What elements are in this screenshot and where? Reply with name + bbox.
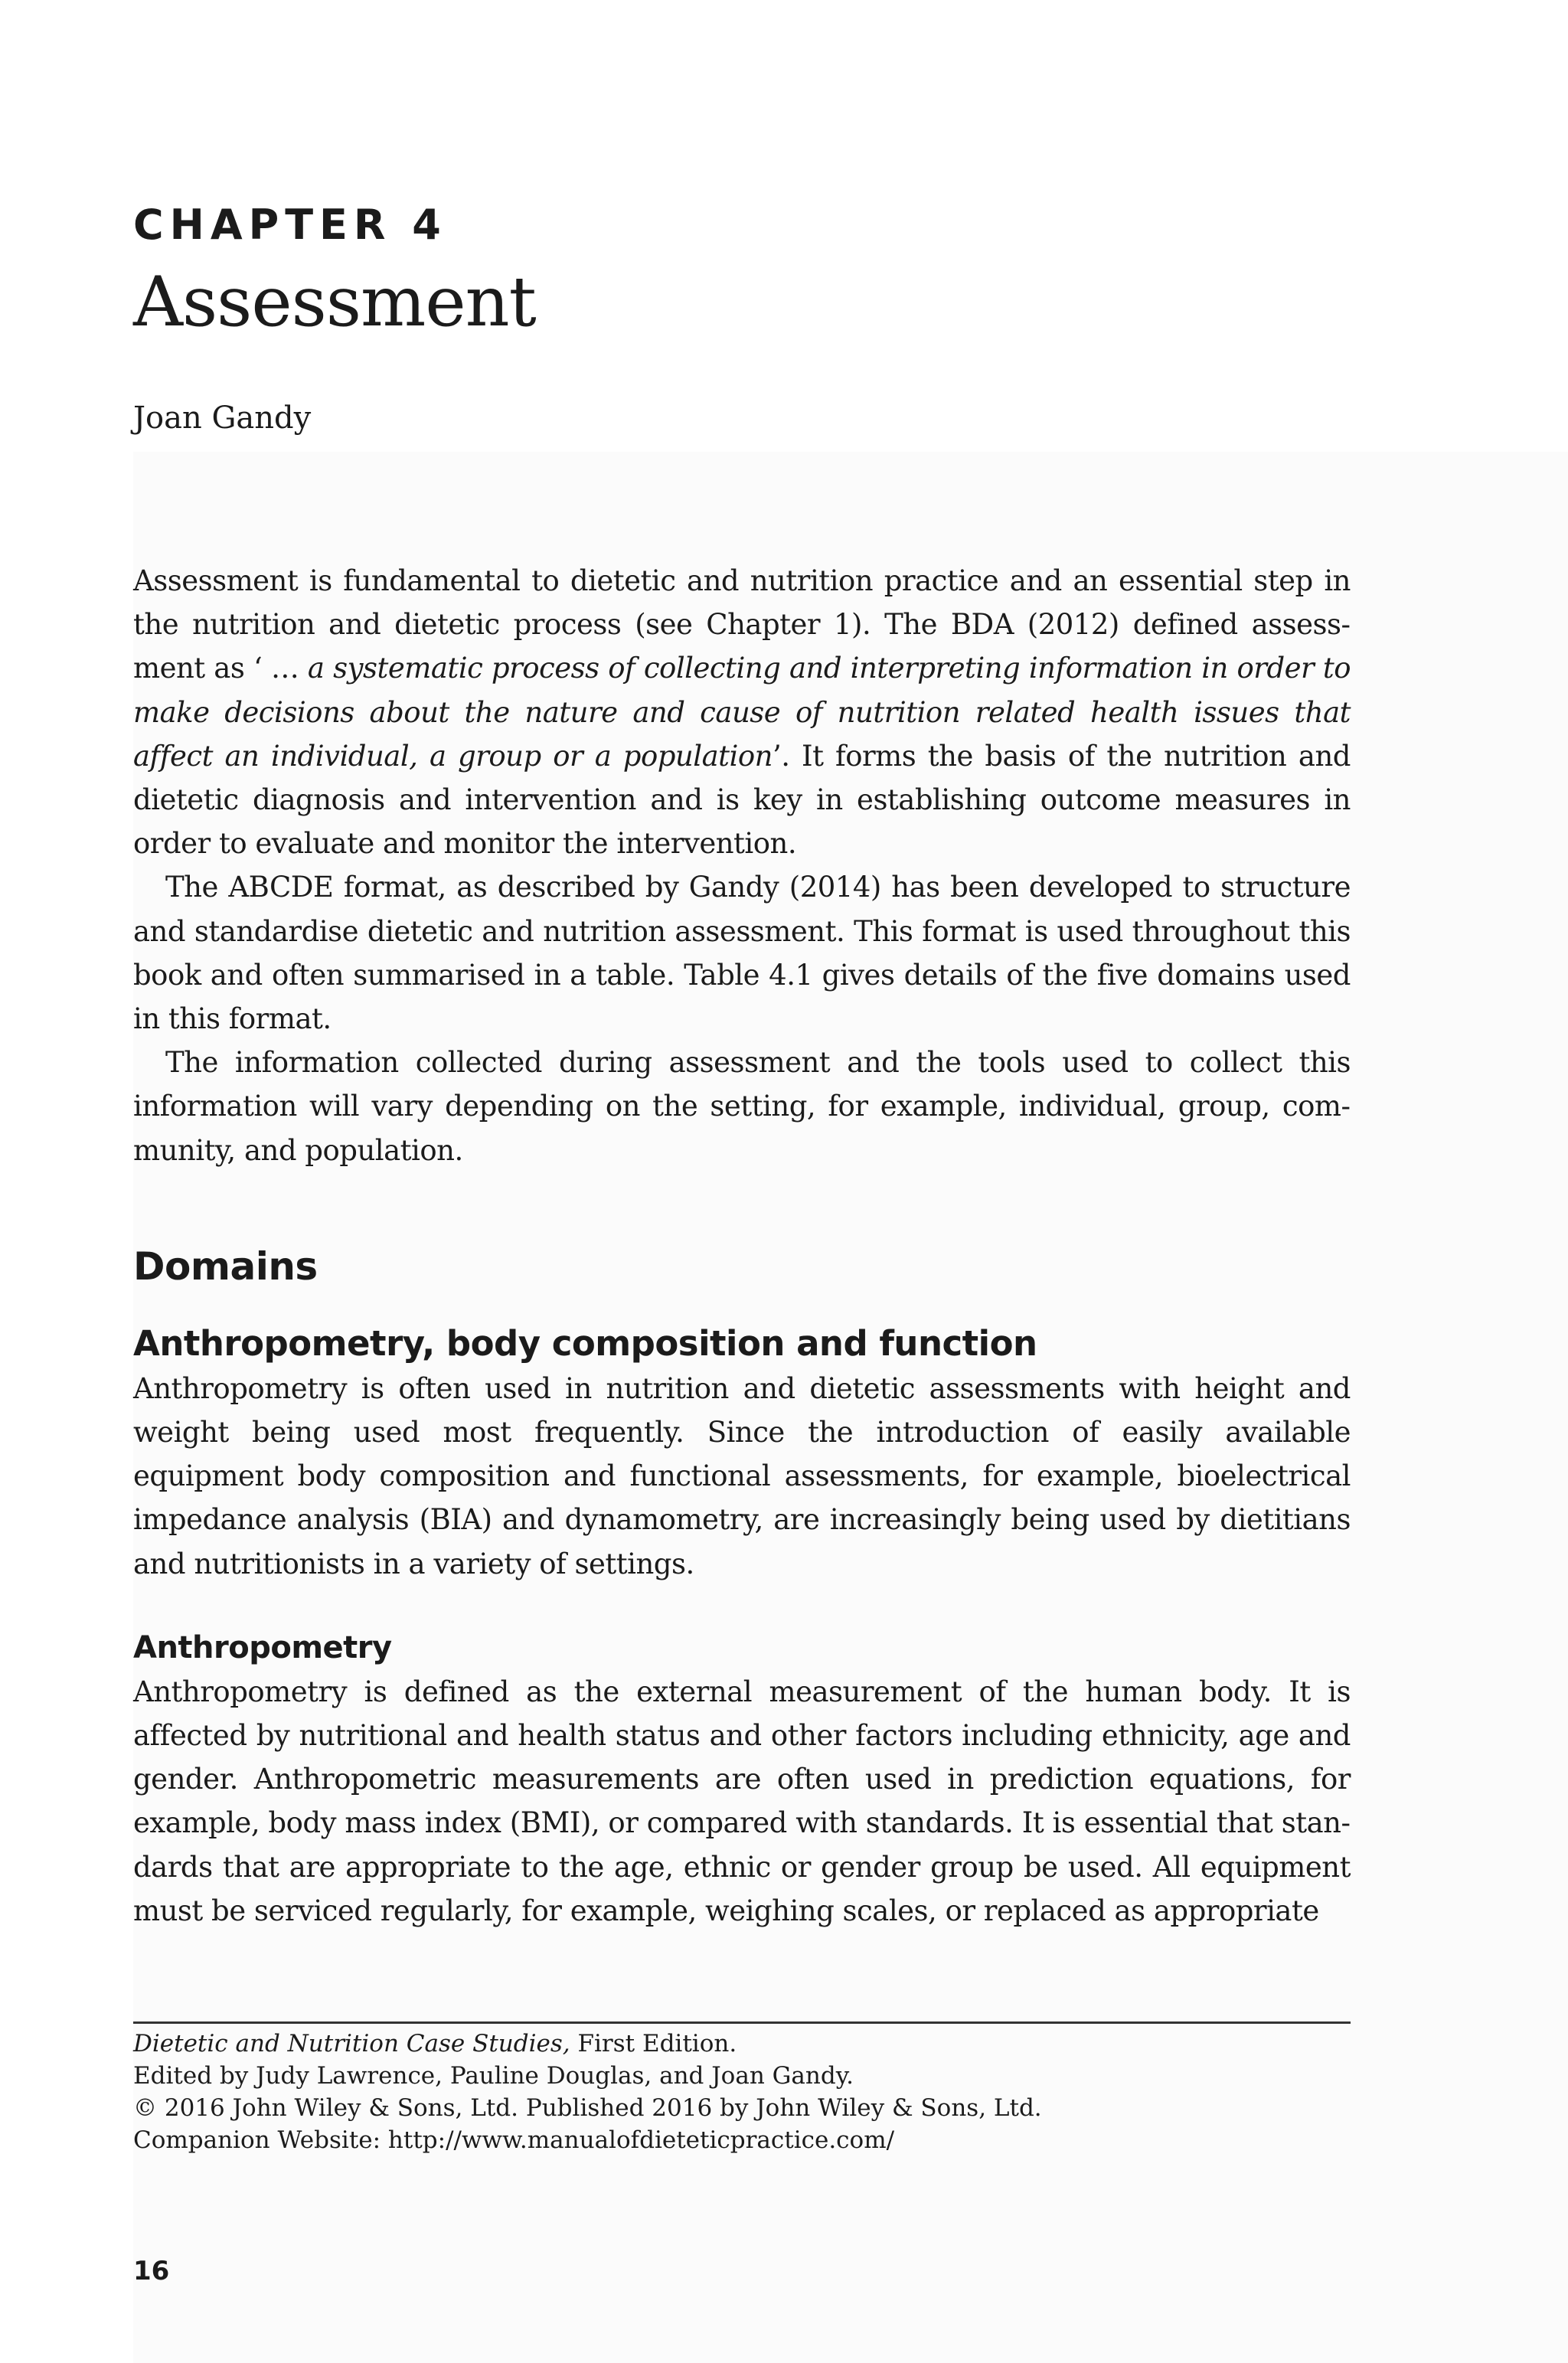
chapter-author: Joan Gandy <box>133 400 312 436</box>
bda-definition-quote: a systematic process of collecting and interpreting information in order to make decisions about the nature and cause of nutrition related health issues that affect an individual, a group or a population <box>133 652 1351 773</box>
intro-paragraph-3: The information collected during assessment and the tools used to collect this information will vary depending on the setting, for example, individual, group, community, and population. <box>133 1046 1351 1167</box>
anthropometry-body-composition-heading: Anthropometry, body composition and function <box>133 1322 1037 1364</box>
intro-paragraph-2: The ABCDE format, as described by Gandy (2014) has been developed to structure and standardise dietetic and nutrition assessment. This format is used throughout this book and often summarised in a table. Table 4.1 gives details of the five domains used in this format. <box>133 871 1351 1036</box>
footnote-copyright: © 2016 John Wiley & Sons, Ltd. Published 2016 by John Wiley & Sons, Ltd. <box>133 2094 1042 2122</box>
footnote-editors: Edited by Judy Lawrence, Pauline Douglas, and Joan Gandy. <box>133 2062 854 2090</box>
domains-heading: Domains <box>133 1244 318 1289</box>
intro-paragraph-1 <box>133 559 1351 865</box>
intro-p1-end: ’. It forms the basis of the nutrition and dietetic diagnosis and intervention and is key in establishing outcome measures in order to evaluate and monitor the intervention. <box>133 739 1351 861</box>
anthropometry-text: Anthropometry is defined as the external measurement of the human body. It is affected by nutritional and health status and other factors including ethnicity, age and gender. Anthropometric measurements are often used in prediction equations, for example, body mass index (BMI), or compared with standards. It is essential that standards that are appropriate to the age, ethnic or gender group be used. All equipment must be serviced regularly, for example, weighing scales, or replaced as appropriate <box>133 1675 1351 1927</box>
footnote-title-line <box>133 2028 1351 2060</box>
page-number: 16 <box>133 2256 170 2286</box>
footnote-edition: First Edition. <box>570 2030 737 2057</box>
footnote-website: Companion Website: http://www.manualofdieteticpractice.com/ <box>133 2126 895 2154</box>
chapter-label: CHAPTER 4 <box>133 201 447 249</box>
footnote-book-title: Dietetic and Nutrition Case Studies, <box>133 2030 570 2057</box>
chapter-title: Assessment <box>133 262 536 342</box>
chapter-body <box>133 559 1351 1933</box>
publication-footnote <box>133 2028 1351 2156</box>
intro-p1-start: Assessment is fundamental to dietetic and nutrition practice and an essential step in the nutrition and dietetic process (see Chapter 1). The BDA (2012) defined assessment as ‘ … <box>133 564 1351 685</box>
footnote-divider <box>133 2021 1351 2024</box>
anthropometry-body-composition-text: Anthropometry is often used in nutrition and dietetic assessments with height and weight being used most frequently. Since the introduction of easily available equipment body composition and functional assessments, for example, bioelectrical impedance analysis (BIA) and dynamometry, are increasingly being used by dietitians and nutritionists in a variety of settings. <box>133 1371 1351 1580</box>
anthropometry-heading: Anthropometry <box>133 1629 392 1665</box>
